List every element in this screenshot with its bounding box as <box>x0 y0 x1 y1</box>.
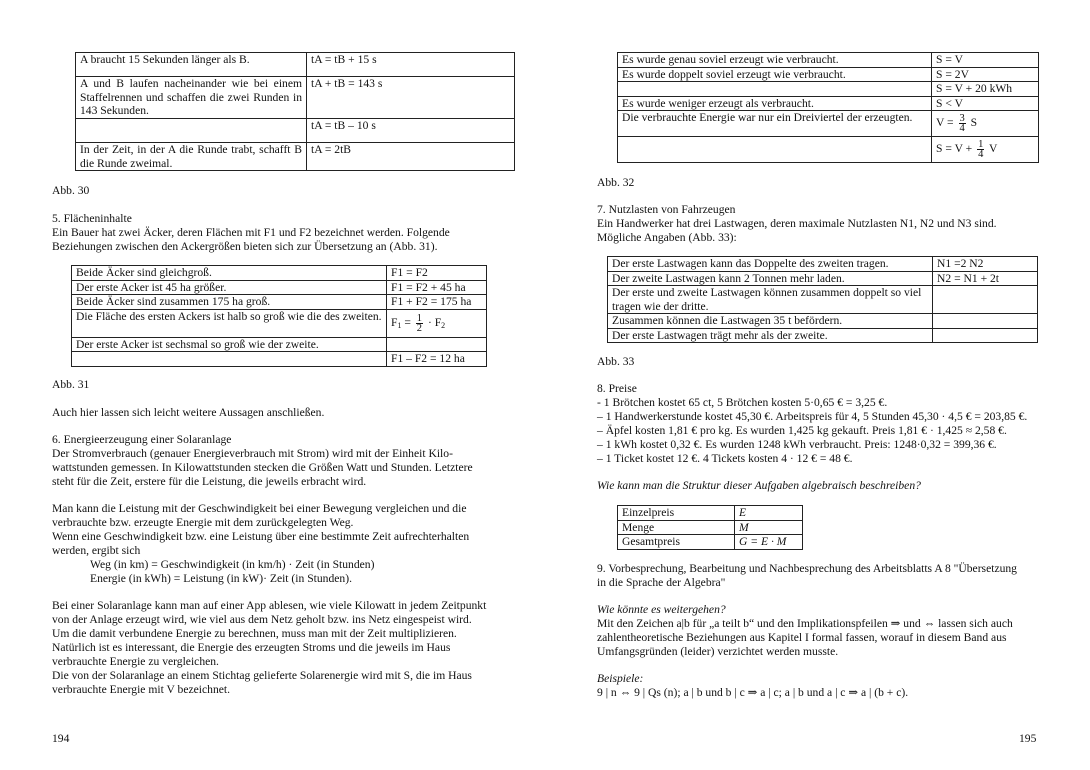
price-line: – 1 Handwerkerstunde kostet 45,30 €. Arbeitspreis für 4, 5 Stunden 45,30 · 4,5 € = 203,85 €. <box>597 410 1028 423</box>
table-cell-text: In der Zeit, in der A die Runde trabt, schafft B die Runde zweimal. <box>76 143 307 171</box>
table-cell-formula: S = V + 20 kWh <box>932 82 1039 97</box>
table-cell-text: Der zweite Lastwagen kann 2 Tonnen mehr laden. <box>608 271 933 286</box>
paragraph-line: Ein Handwerker hat drei Lastwagen, deren maximale Nutzlasten N1, N2 und N3 sind. <box>597 217 997 230</box>
table-cell-text: Beide Äcker sind zusammen 175 ha groß. <box>72 295 387 310</box>
table-row <box>608 257 1038 272</box>
table-cell-symbol: E <box>735 506 803 521</box>
paragraph-line: zahlentheoretische Beziehungen aus Kapitel I formal fassen, worauf in diesem Band aus <box>597 631 1007 644</box>
page-number: 195 <box>1019 732 1037 745</box>
section-heading: 6. Energieerzeugung einer Solaranlage <box>52 433 232 446</box>
table-cell-formula: tA = tB + 15 s <box>307 53 515 77</box>
price-line: - 1 Brötchen kostet 65 ct, 5 Brötchen kosten 5·0,65 € = 3,25 €. <box>597 396 888 409</box>
figure-caption: Abb. 30 <box>52 184 90 197</box>
table-cell-formula: F1 + F2 = 175 ha <box>387 295 487 310</box>
paragraph-line: Bei einer Solaranlage kann man auf einer App ablesen, wie viele Kilowatt in jedem Zeitpunkt <box>52 599 487 612</box>
example-line: 9 | n ⇔ 9 | Qs (n); a | b und b | c ⇒ a | c; a | b und a | c ⇒ a | (b + c). <box>597 686 909 699</box>
table-cell-text: Die Fläche des ersten Ackers ist halb so groß wie die des zweiten. <box>72 309 387 337</box>
table-row <box>618 535 803 550</box>
table-cell-formula: S < V <box>932 96 1039 111</box>
table-cell-text <box>618 137 932 163</box>
paragraph-line: Wenn eine Geschwindigkeit bzw. eine Leistung über eine bestimmte Zeit aufrechterhalten <box>52 530 470 543</box>
table-cell-text: Der erste Lastwagen kann das Doppelte des zweiten tragen. <box>608 257 933 272</box>
paragraph-line: Ein Bauer hat zwei Äcker, deren Flächen mit F1 und F2 bezeichnet werden. Folgende <box>52 226 450 239</box>
table-row <box>618 96 1039 111</box>
table-cell-text <box>72 352 387 367</box>
table-cell-symbol: G = E · M <box>735 535 803 550</box>
table-row <box>618 520 803 535</box>
table-cell-label: Menge <box>618 520 735 535</box>
table-row <box>72 337 487 352</box>
page-number: 194 <box>52 732 70 745</box>
formula-weg: Weg (in km) = Geschwindigkeit (in km/h) · Zeit (in Stunden) <box>90 558 375 571</box>
price-line: – Äpfel kosten 1,81 € pro kg. Es wurden 1,425 kg gekauft. Preis 1,81 € · 1,425 ≈ 2,58 €. <box>597 424 1007 437</box>
paragraph-line: Mögliche Angaben (Abb. 33): <box>597 231 737 244</box>
table-cell-text <box>76 119 307 143</box>
paragraph-line: Natürlich ist es interessant, die Energie des erzeugten Stroms und die jeweils im Haus <box>52 641 451 654</box>
table-row <box>608 328 1038 343</box>
fraction-one-quarter: $\frac{1}{4}$ <box>978 139 984 160</box>
table-cell-formula: tA = 2tB <box>307 143 515 171</box>
table-abb-33 <box>607 256 1038 343</box>
table-cell-label: Einzelpreis <box>618 506 735 521</box>
paragraph-line: Der Stromverbrauch (genauer Energieverbrauch mit Strom) wird mit der Einheit Kilo- <box>52 447 453 460</box>
table-cell-formula: F1 = F2 <box>387 266 487 281</box>
section-heading: in die Sprache der Algebra" <box>597 576 726 589</box>
paragraph-line: steht für die Zeit, erstere für die Leistung, die jeweils erbracht wird. <box>52 475 367 488</box>
paragraph-line: Umfangsgründen (leider) verzichtet werden musste. <box>597 645 839 658</box>
table-row <box>608 286 1038 314</box>
formula-energie: Energie (in kWh) = Leistung (in kW)· Zeit (in Stunden). <box>90 572 352 585</box>
table-cell-formula: N2 = N1 + 2t <box>933 271 1038 286</box>
table-cell-formula: S = 2V <box>932 67 1039 82</box>
table-cell-text: Der erste und zweite Lastwagen können zusammen doppelt so viel tragen wie der dritte. <box>608 286 933 314</box>
paragraph-line: verbrauchte bzw. erzeugte Energie mit dem zurückgelegten Weg. <box>52 516 354 529</box>
section-heading: 7. Nutzlasten von Fahrzeugen <box>597 203 736 216</box>
table-prices <box>617 505 803 550</box>
table-cell-text: Der erste Acker ist 45 ha größer. <box>72 280 387 295</box>
table-cell-text: Es wurde doppelt soviel erzeugt wie verbraucht. <box>618 67 932 82</box>
table-row <box>618 53 1039 68</box>
table-cell-formula: S = V <box>932 53 1039 68</box>
figure-caption: Abb. 33 <box>597 355 635 368</box>
table-cell-text: A und B laufen nacheinander wie bei einem Staffelrennen und schaffen die zwei Runden in 143 Sekunden. <box>76 77 307 119</box>
table-cell-formula: V = $\frac{3}{4}$ S <box>932 111 1039 137</box>
table-row <box>608 314 1038 329</box>
table-cell-text: Beide Äcker sind gleichgroß. <box>72 266 387 281</box>
table-cell-formula: tA = tB – 10 s <box>307 119 515 143</box>
section-heading: 8. Preise <box>597 382 637 395</box>
table-row <box>76 143 515 171</box>
table-abb-31 <box>71 265 487 367</box>
table-cell-formula <box>933 328 1038 343</box>
figure-caption: Abb. 32 <box>597 176 635 189</box>
table-row <box>618 82 1039 97</box>
table-cell-formula <box>933 286 1038 314</box>
table-row <box>618 137 1039 163</box>
table-row <box>618 67 1039 82</box>
paragraph-line: wattstunden gemessen. In Kilowattstunden stecken die Größen Watt und Stunden. Letztere <box>52 461 473 474</box>
table-cell-text: Es wurde weniger erzeugt als verbraucht. <box>618 96 932 111</box>
table-row <box>72 309 487 337</box>
table-cell-text <box>618 82 932 97</box>
table-row <box>76 119 515 143</box>
paragraph-line: Man kann die Leistung mit der Geschwindigkeit bei einer Bewegung vergleichen und die <box>52 502 467 515</box>
table-cell-label: Gesamtpreis <box>618 535 735 550</box>
table-row <box>618 506 803 521</box>
section-heading: 5. Flächeninhalte <box>52 212 132 225</box>
table-cell-text: Zusammen können die Lastwagen 35 t befördern. <box>608 314 933 329</box>
table-abb-32 <box>617 52 1039 163</box>
table-row <box>76 53 515 77</box>
paragraph-line: verbrauchte Energie mit V bezeichnet. <box>52 683 231 696</box>
table-cell-formula: F1 – F2 = 12 ha <box>387 352 487 367</box>
table-cell-formula: tA + tB = 143 s <box>307 77 515 119</box>
table-cell-formula: S = V + $\frac{1}{4}$ V <box>932 137 1039 163</box>
paragraph-line: Auch hier lassen sich leicht weitere Aussagen anschließen. <box>52 406 325 419</box>
table-cell-formula <box>387 337 487 352</box>
paragraph-line: verbrauchte Energie zu vergleichen. <box>52 655 219 668</box>
table-cell-formula: $F_1$ = $\frac{1}{2}$ · $F_2$ <box>387 309 487 337</box>
paragraph-line: Um die damit verbundene Energie zu berechnen, muss man mit der Zeit multiplizieren. <box>52 627 457 640</box>
table-row <box>72 266 487 281</box>
table-abb-30 <box>75 52 515 171</box>
half-formula-base: F <box>391 315 398 329</box>
table-cell-text: Die verbrauchte Energie war nur ein Dreiviertel der erzeugten. <box>618 111 932 137</box>
table-cell-formula <box>933 314 1038 329</box>
table-cell-text: Der erste Lastwagen trägt mehr als der zweite. <box>608 328 933 343</box>
table-cell-text: Der erste Acker ist sechsmal so groß wie der zweite. <box>72 337 387 352</box>
paragraph-line: Die von der Solaranlage an einem Stichtag gelieferte Solarenergie wird mit S, die im Haus <box>52 669 472 682</box>
table-cell-formula: N1 =2 N2 <box>933 257 1038 272</box>
table-cell-formula: F1 = F2 + 45 ha <box>387 280 487 295</box>
question-line: Wie kann man die Struktur dieser Aufgaben algebraisch beschreiben? <box>597 479 921 492</box>
paragraph-line: werden, ergibt sich <box>52 544 141 557</box>
price-line: – 1 Ticket kostet 12 €. 4 Tickets kosten 4 · 12 € = 48 €. <box>597 452 853 465</box>
table-row <box>72 352 487 367</box>
table-row <box>76 77 515 119</box>
table-row <box>618 111 1039 137</box>
figure-caption: Abb. 31 <box>52 378 90 391</box>
table-row <box>72 280 487 295</box>
price-line: – 1 kWh kostet 0,32 €. Es wurden 1248 kWh verbraucht. Preis: 1248·0,32 = 399,36 €. <box>597 438 997 451</box>
table-row <box>608 271 1038 286</box>
paragraph-line: Beziehungen zwischen den Ackergrößen bieten sich zur Übersetzung an (Abb. 31). <box>52 240 438 253</box>
table-row <box>72 295 487 310</box>
table-cell-text: A braucht 15 Sekunden länger als B. <box>76 53 307 77</box>
table-cell-text: Es wurde genau soviel erzeugt wie verbraucht. <box>618 53 932 68</box>
paragraph-line: Mit den Zeichen a|b für „a teilt b“ und den Implikationspfeilen ⇒ und ⇔ lassen sich auch <box>597 617 1013 630</box>
table-cell-symbol: M <box>735 520 803 535</box>
section-heading: 9. Vorbesprechung, Bearbeitung und Nachbesprechung des Arbeitsblatts A 8 "Übersetzung <box>597 562 1017 575</box>
subheading: Beispiele: <box>597 672 644 685</box>
fraction-three-quarters: $\frac{3}{4}$ <box>959 113 965 134</box>
fraction-one-half: $\frac{1}{2}$ <box>416 312 423 334</box>
subheading: Wie könnte es weitergehen? <box>597 603 726 616</box>
paragraph-line: von der Anlage erzeugt wird, wie viel aus dem Netz geholt bzw. ins Netz eingespeist wird. <box>52 613 472 626</box>
